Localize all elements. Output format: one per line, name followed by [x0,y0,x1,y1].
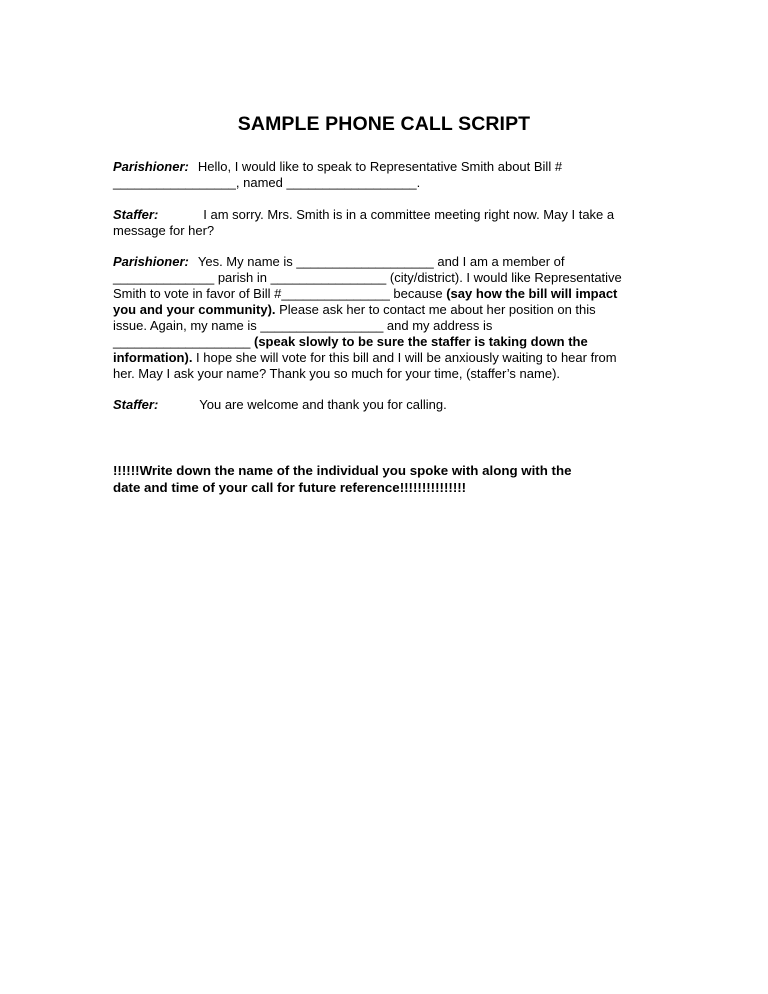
script-emphasis: you and your community). [113,302,276,317]
script-text: _________________, named __________________. [113,175,421,190]
script-paragraph-staffer-1 [113,207,658,239]
script-text: message for her? [113,223,215,238]
script-paragraph-staffer-2 [113,397,658,413]
script-emphasis: information). [113,350,193,365]
speaker-label: Parishioner: [113,254,189,269]
script-text: ___________________ [113,334,254,349]
script-text: Yes. My name is ___________________ and I am a member of [197,254,565,269]
script-text: You are welcome and thank you for calling. [199,397,447,412]
speaker-label: Staffer: [113,207,159,222]
script-text: ______________ parish in ________________ (city/district). I would like Representative [113,270,622,285]
script-paragraph-parishioner-1 [113,159,658,191]
script-text: Smith to vote in favor of Bill #_______________ because [113,286,447,301]
script-text: Please ask her to contact me about her position on this [275,302,596,317]
script-text: Hello, I would like to speak to Representative Smith about Bill # [197,159,563,174]
script-emphasis: (speak slowly to be sure the staffer is taking down the [253,334,588,349]
reminder-line: date and time of your call for future reference!!!!!!!!!!!!!!! [113,480,467,495]
speaker-label: Parishioner: [113,159,189,174]
script-paragraph-parishioner-2 [113,254,658,382]
script-text: issue. Again, my name is _________________ and my address is [113,318,493,333]
script-text: I am sorry. Mrs. Smith is in a committee meeting right now. May I take a [203,207,615,222]
script-text: her. May I ask your name? Thank you so much for your time, (staffer’s name). [113,366,561,381]
reminder-note [113,462,673,496]
speaker-label: Staffer: [113,397,159,412]
script-text: I hope she will vote for this bill and I will be anxiously waiting to hear from [192,350,617,365]
script-emphasis: (say how the bill will impact [446,286,618,301]
page-title: SAMPLE PHONE CALL SCRIPT [237,113,531,135]
reminder-line: !!!!!!Write down the name of the individual you spoke with along with the [113,463,572,478]
